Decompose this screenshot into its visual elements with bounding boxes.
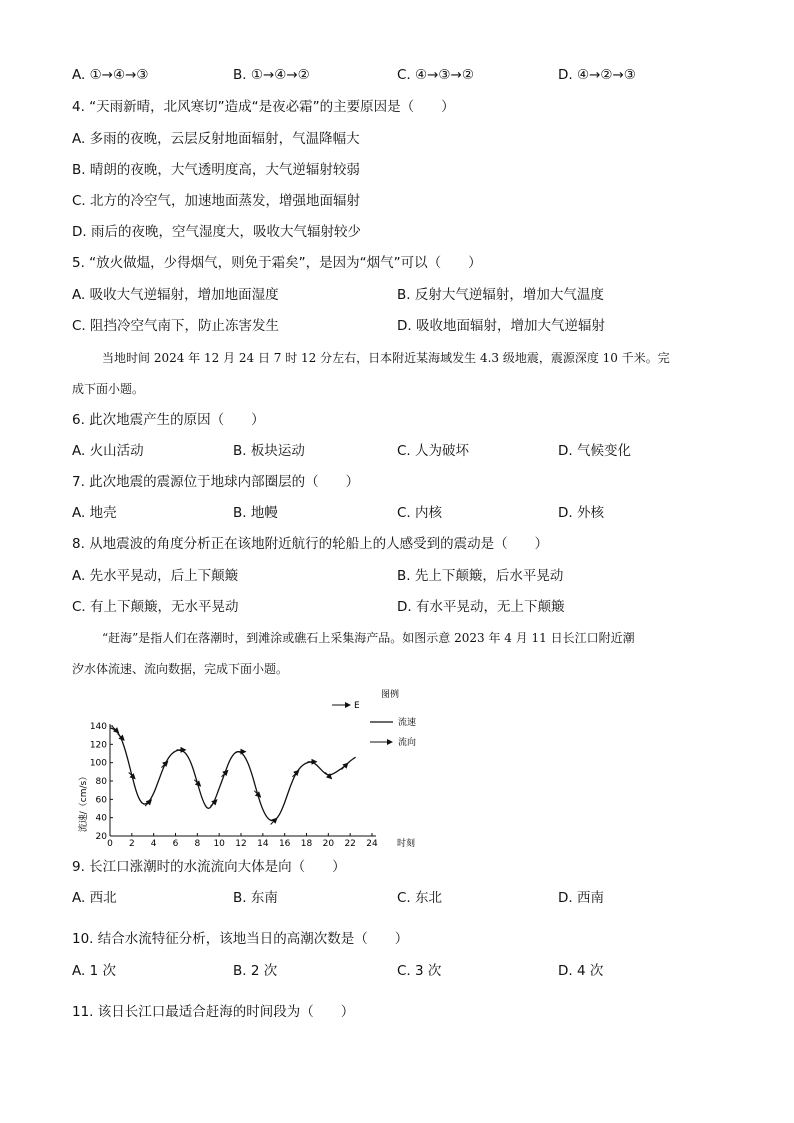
y-tick-label: 60	[95, 795, 107, 806]
y-tick-label: 20	[95, 832, 107, 842]
q8-option-d: D. 有水平晃动，无上下颠簸	[397, 599, 565, 615]
q10-option-c: C. 3 次	[397, 963, 442, 979]
q5-option-a: A. 吸收大气逆辐射，增加地面湿度	[72, 287, 279, 303]
y-tick-label: 100	[89, 758, 107, 769]
q3-option-b: B. ①→④→②	[233, 67, 310, 83]
x-tick-label: 4	[150, 839, 157, 849]
q11-stem: 11. 该日长江口最适合赶海的时间段为（ ）	[72, 1004, 355, 1020]
q9-option-a: A. 西北	[72, 890, 117, 906]
x-axis-label: 时刻	[397, 839, 416, 849]
q10-option-b: B. 2 次	[233, 963, 278, 979]
q4-option-a: A. 多雨的夜晚，云层反射地面辐射，气温降幅大	[72, 131, 360, 147]
x-tick-label: 16	[278, 839, 291, 849]
x-tick-label: 8	[194, 839, 201, 849]
q5-option-c: C. 阻挡冷空气南下，防止冻害发生	[72, 318, 280, 334]
q8-option-a: A. 先水平晃动，后上下颠簸	[72, 568, 239, 584]
y-tick-label: 40	[95, 813, 107, 824]
x-tick-label: 12	[235, 839, 247, 849]
q7-stem: 7. 此次地震的震源位于地球内部圈层的（ ）	[72, 474, 360, 490]
q5-option-d: D. 吸收地面辐射，增加大气逆辐射	[397, 318, 605, 334]
legend-east-label: E	[354, 701, 360, 711]
passage2-line2: 汐水体流速、流向数据，完成下面小题。	[72, 662, 289, 676]
q3-option-d: D. ④→②→③	[558, 67, 636, 83]
q4-stem: 4. “天雨新晴，北风寒切”造成“是夜必霜”的主要原因是（ ）	[72, 99, 455, 115]
q8-option-c: C. 有上下颠簸，无水平晃动	[72, 599, 239, 615]
q5-stem: 5. “放火做煴，少得烟气，则免于霜矣”，是因为“烟气”可以（ ）	[72, 255, 482, 271]
x-tick-label: 18	[300, 839, 313, 849]
passage1-line2: 成下面小题。	[72, 382, 145, 396]
y-axis-label: 流速/（cm/s）	[79, 771, 89, 833]
q4-option-c: C. 北方的冷空气，加速地面蒸发，增强地面辐射	[72, 193, 361, 209]
q9-option-b: B. 东南	[233, 890, 278, 906]
y-tick-label: 80	[95, 777, 107, 787]
q10-option-a: A. 1 次	[72, 963, 116, 979]
x-tick-label: 6	[172, 839, 179, 849]
passage2-line1: “赶海”是指人们在落潮时，到滩涂或礁石上采集海产品。如图示意 2023 年 4 月 11 日长江口附近潮	[102, 631, 635, 645]
q9-stem: 9. 长江口涨潮时的水流流向大体是向（ ）	[72, 859, 346, 875]
q4-option-d: D. 雨后的夜晚，空气湿度大，吸收大气辐射较少	[72, 224, 361, 240]
q10-stem: 10. 结合水流特征分析，该地当日的高潮次数是（ ）	[72, 931, 409, 947]
chart-ticks	[90, 722, 378, 849]
legend-direction-label: 流向	[398, 738, 417, 748]
y-tick-label: 140	[89, 722, 107, 732]
flow-direction-arrow	[325, 772, 331, 778]
x-tick-label: 2	[128, 839, 135, 849]
q7-option-d: D. 外核	[558, 505, 604, 521]
x-tick-label: 0	[107, 839, 113, 849]
q8-stem: 8. 从地震波的角度分析正在该地附近航行的轮船上的人感受到的震动是（ ）	[72, 536, 549, 552]
legend-title: 图例	[381, 690, 400, 700]
q6-option-b: B. 板块运动	[233, 443, 305, 459]
flow-direction-arrow	[112, 727, 118, 733]
q6-option-d: D. 气候变化	[558, 443, 631, 459]
q9-option-c: C. 东北	[397, 890, 443, 906]
q4-option-b: B. 晴朗的夜晚，大气透明度高，大气逆辐射较弱	[72, 162, 360, 178]
q6-option-a: A. 火山活动	[72, 443, 144, 459]
x-tick-label: 10	[213, 839, 225, 849]
x-tick-label: 22	[344, 839, 356, 849]
x-tick-label: 24	[366, 839, 378, 849]
q3-option-c: C. ④→③→②	[397, 67, 474, 83]
flow-direction-arrow	[221, 771, 227, 777]
tide-flow-chart	[70, 684, 430, 854]
flow-direction-arrows	[112, 727, 348, 825]
flow-direction-arrow	[342, 763, 348, 769]
q9-option-d: D. 西南	[558, 890, 604, 906]
q6-option-c: C. 人为破坏	[397, 443, 470, 459]
q8-option-b: B. 先上下颠簸，后水平晃动	[397, 568, 564, 584]
legend-speed-label: 流速	[398, 718, 417, 728]
q5-option-b: B. 反射大气逆辐射，增加大气温度	[397, 287, 604, 303]
q3-option-a: A. ①→④→③	[72, 67, 149, 83]
y-tick-label: 120	[89, 740, 107, 751]
q7-option-a: A. 地壳	[72, 505, 117, 521]
x-tick-label: 14	[257, 839, 269, 849]
q10-option-d: D. 4 次	[558, 963, 604, 979]
chart-axes	[110, 724, 376, 836]
q7-option-c: C. 内核	[397, 505, 443, 521]
passage1-line1: 当地时间 2024 年 12 月 24 日 7 时 12 分左右，日本附近某海域发生 4.3 级地震，震源深度 10 千米。完	[102, 351, 670, 365]
q6-stem: 6. 此次地震产生的原因（ ）	[72, 412, 265, 428]
q7-option-b: B. 地幔	[233, 505, 278, 521]
flow-speed-line	[110, 728, 356, 821]
x-tick-label: 20	[322, 839, 335, 849]
flow-direction-arrow	[271, 818, 277, 824]
flow-direction-arrow	[292, 771, 298, 777]
